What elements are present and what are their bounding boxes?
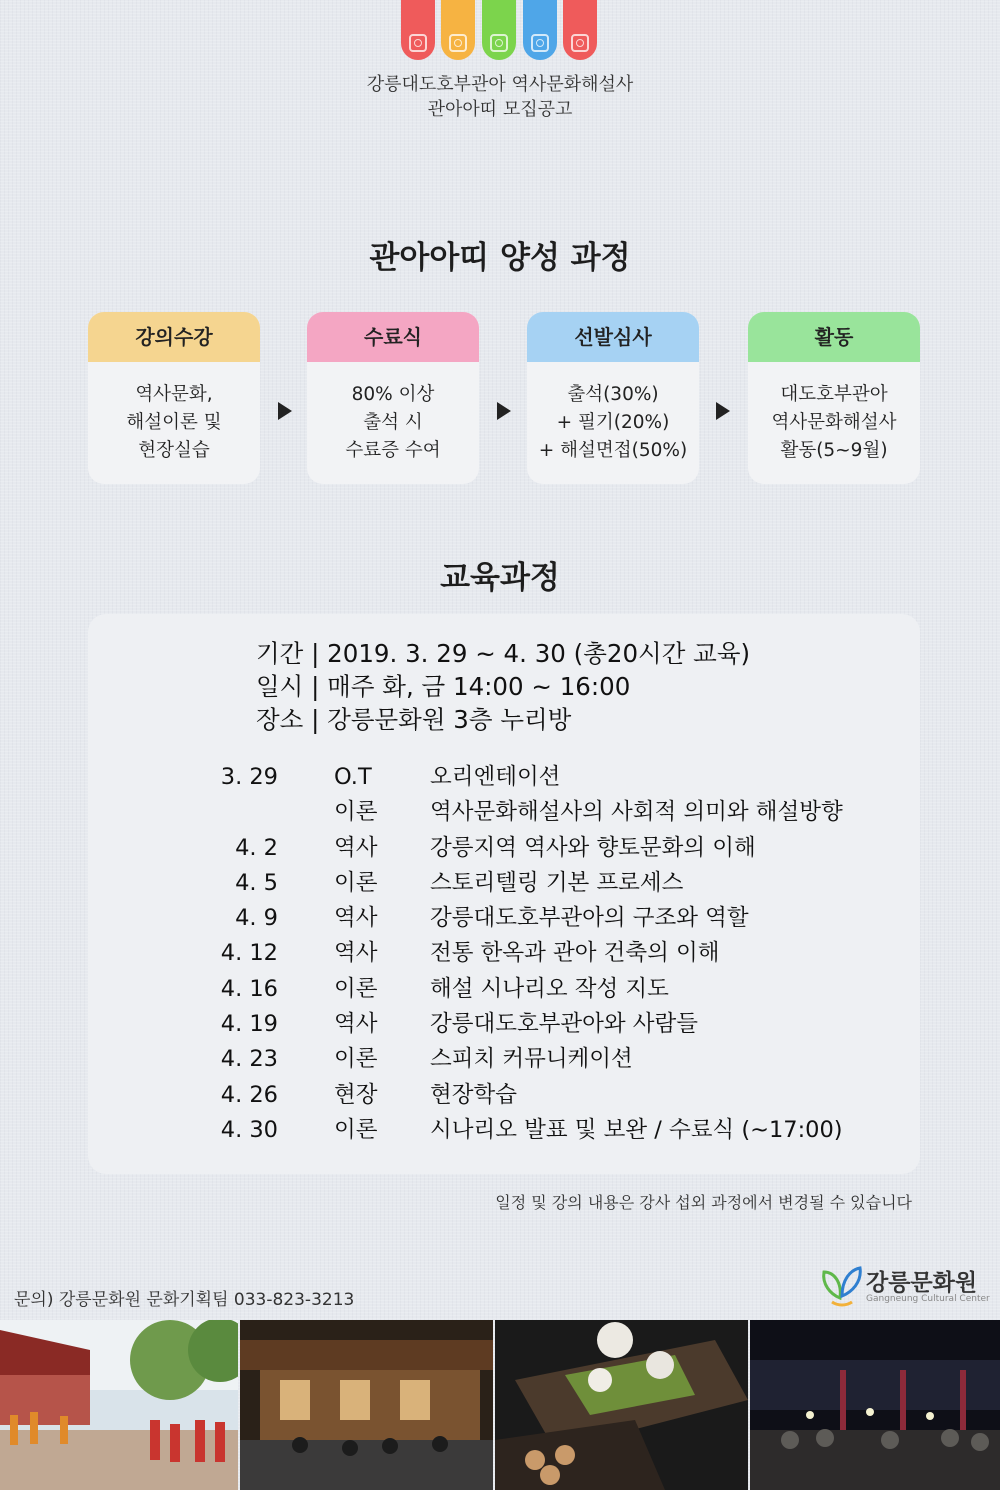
schedule-topic: 강릉대도호부관아의 구조와 역할 bbox=[430, 905, 749, 932]
schedule-date: 4. 9 bbox=[235, 905, 278, 932]
step-card-activity bbox=[748, 312, 920, 484]
step-line: + 필기(20%) bbox=[556, 412, 670, 433]
schedule-date: 4. 16 bbox=[220, 975, 278, 1002]
step-card-selection bbox=[527, 312, 699, 484]
schedule-topic: 시나리오 발표 및 보완 / 수료식 (~17:00) bbox=[430, 1116, 843, 1143]
header-line-1: 강릉대도호부관아 역사문화해설사 bbox=[366, 74, 634, 95]
step-line: 활동(5~9월) bbox=[780, 440, 888, 461]
header-line-2: 관아아띠 모집공고 bbox=[427, 99, 573, 120]
step-title: 수료식 bbox=[307, 312, 479, 362]
place-text: 장소 | 강릉문화원 3층 누리방 bbox=[256, 705, 572, 734]
schedule-category: 이론 bbox=[334, 799, 378, 826]
curriculum-info bbox=[256, 637, 750, 736]
schedule-date: 4. 30 bbox=[220, 1116, 278, 1143]
photo-night-performance bbox=[750, 1320, 1000, 1490]
schedule-date: 4. 5 bbox=[235, 869, 278, 896]
schedule-category: O.T bbox=[334, 764, 372, 790]
schedule-category: 역사 bbox=[334, 940, 378, 967]
tab-ornament-red-2 bbox=[563, 0, 597, 60]
schedule-topic: 전통 한옥과 관아 건축의 이해 bbox=[430, 940, 720, 967]
step-line: + 해설면접(50%) bbox=[538, 440, 688, 461]
schedule-category: 이론 bbox=[334, 975, 378, 1002]
schedule-topic: 현장학습 bbox=[430, 1081, 517, 1108]
schedule-category: 이론 bbox=[334, 1046, 378, 1073]
tab-ornament-yellow bbox=[441, 0, 475, 60]
schedule-category: 현장 bbox=[334, 1081, 378, 1108]
step-line: 대도호부관아 bbox=[780, 384, 888, 405]
schedule-date: 4. 26 bbox=[220, 1081, 278, 1108]
decorative-tabs bbox=[0, 0, 1000, 62]
step-card-graduation bbox=[307, 312, 479, 484]
time-text: 일시 | 매주 화, 금 14:00 ~ 16:00 bbox=[256, 672, 631, 701]
page-header bbox=[0, 72, 1000, 122]
step-line: 역사문화, bbox=[135, 384, 213, 405]
schedule-date: 4. 12 bbox=[220, 940, 278, 967]
arrow-right-icon bbox=[278, 402, 292, 420]
schedule-category: 역사 bbox=[334, 834, 378, 861]
schedule-note: 일정 및 강의 내용은 강사 섭외 과정에서 변경될 수 있습니다 bbox=[495, 1193, 912, 1212]
schedule-date: 4. 23 bbox=[220, 1046, 278, 1073]
schedule-topic: 강릉대도호부관아와 사람들 bbox=[430, 1011, 698, 1038]
tab-ornament-red bbox=[401, 0, 435, 60]
step-title: 활동 bbox=[748, 312, 920, 362]
training-title: 관아아띠 양성 과정 bbox=[369, 240, 631, 276]
tab-ornament-green bbox=[482, 0, 516, 60]
logo-name: 강릉문화원 bbox=[866, 1270, 978, 1296]
arrow-right-icon bbox=[716, 402, 730, 420]
schedule-topic: 강릉지역 역사와 향토문화의 이해 bbox=[430, 834, 756, 861]
step-line: 80% 이상 bbox=[351, 384, 435, 405]
leaf-logo-icon bbox=[820, 1262, 864, 1308]
schedule-category: 이론 bbox=[334, 869, 378, 896]
photo-strip bbox=[0, 1320, 1000, 1490]
step-line: 수료증 수여 bbox=[345, 440, 441, 461]
contact-text: 문의) 강릉문화원 문화기획팀 033-823-3213 bbox=[14, 1290, 355, 1310]
curriculum-title: 교육과정 bbox=[440, 560, 560, 596]
tab-ornament-blue bbox=[523, 0, 557, 60]
step-line: 현장실습 bbox=[138, 440, 210, 461]
step-line: 출석(30%) bbox=[567, 384, 659, 405]
step-title: 선발심사 bbox=[527, 312, 699, 362]
step-card-lecture bbox=[88, 312, 260, 484]
schedule-topic: 역사문화해설사의 사회적 의미와 해설방향 bbox=[430, 799, 843, 826]
schedule-date: 4. 2 bbox=[235, 834, 278, 861]
schedule-topic: 스피치 커뮤니케이션 bbox=[430, 1046, 633, 1073]
schedule-category: 역사 bbox=[334, 905, 378, 932]
schedule-category: 이론 bbox=[334, 1116, 378, 1143]
schedule-category: 역사 bbox=[334, 1011, 378, 1038]
schedule-date: 4. 19 bbox=[220, 1011, 278, 1038]
step-title: 강의수강 bbox=[88, 312, 260, 362]
period-text: 기간 | 2019. 3. 29 ~ 4. 30 (총20시간 교육) bbox=[256, 639, 751, 668]
schedule-topic: 스토리텔링 기본 프로세스 bbox=[430, 869, 684, 896]
logo-subtitle: Gangneung Cultural Center bbox=[866, 1294, 990, 1304]
photo-tea-ceremony bbox=[495, 1320, 748, 1490]
schedule-topic: 해설 시나리오 작성 지도 bbox=[430, 975, 669, 1002]
arrow-right-icon bbox=[497, 402, 511, 420]
photo-night-hall bbox=[240, 1320, 493, 1490]
step-line: 역사문화해설사 bbox=[771, 412, 897, 433]
schedule-date: 3. 29 bbox=[220, 764, 278, 790]
photo-parade bbox=[0, 1320, 238, 1490]
schedule-topic: 오리엔테이션 bbox=[430, 764, 561, 790]
step-line: 출석 시 bbox=[363, 412, 423, 433]
gangneung-cultural-center-logo bbox=[820, 1262, 990, 1310]
step-line: 해설이론 및 bbox=[126, 412, 222, 433]
